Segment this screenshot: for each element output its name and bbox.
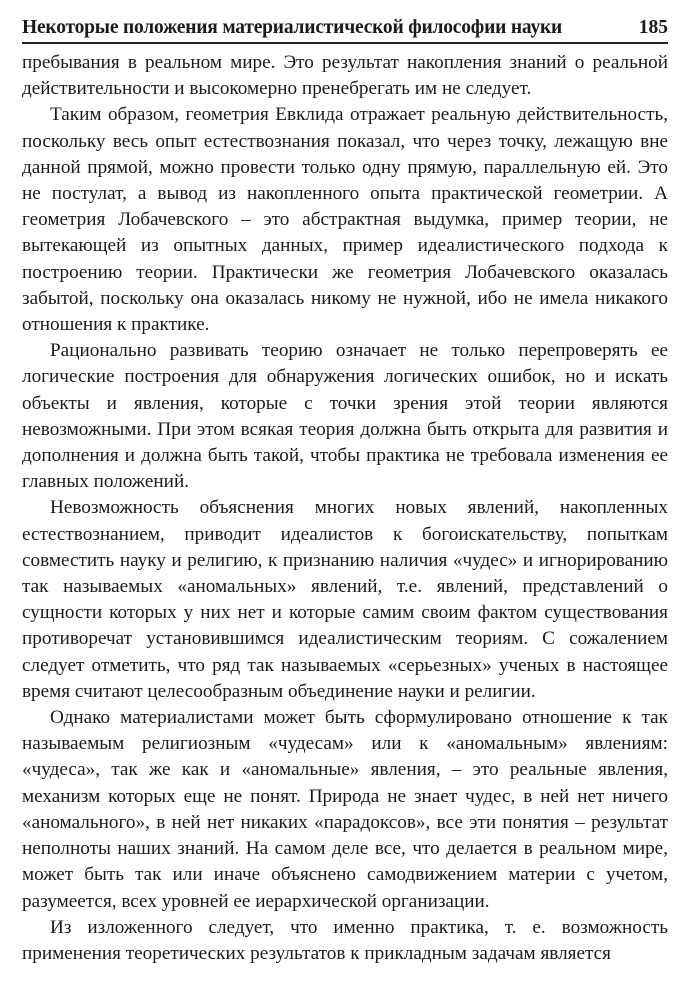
paragraph: Рационально развивать теорию означает не только перепроверять ее логические построения для обнаружения логических ошибок, но и искать объекты и явления, которые с точки зрения этой теории являются невозможными. При этом всякая теория должна быть открыта для развития и дополнения и должна быть такой, чтобы практика не требовала изменения ее главных положений. xyxy=(22,340,668,493)
header-title: Некоторые положения материалистической философии науки xyxy=(22,17,563,38)
body-text xyxy=(22,50,668,967)
paragraph: Однако материалистами может быть сформулировано отношение к так называемым религиозным «чудесам» или к «аномальным» явлениям: «чудеса», так же как и «аномальные» явления, – это реальные явления, механизм которых еще не понят. Природа не знает чудес, в ней нет ничего «аномального», в ней нет никаких «парадоксов», все эти понятия – результат неполноты наших знаний. На самом деле все, что делается в реальном мире, может быть так или иначе объяснено самодвижением материи с учетом, разумеется, всех уровней ее иерархической организации. xyxy=(22,707,668,912)
paragraph: Невозможность объяснения многих новых явлений, накопленных естествознанием, приводит идеалистов к богоискательству, попыткам совместить науку и религию, к признанию наличия «чудес» и игнорированию так называемых «аномальных» явлений, т.е. явлений, представлений о сущности которых у них нет и которые самим своим фактом существования противоречат установившимся идеалистическим теориям. С сожалением следует отметить, что ряд так называемых «серьезных» ученых в настоящее время считают целесообразным объединение науки и религии. xyxy=(22,497,668,702)
paragraph: Таким образом, геометрия Евклида отражает реальную действительность, поскольку весь опыт естествознания показал, что через точку, лежащую вне данной прямой, можно провести только одну прямую, параллельную ей. Это не постулат, а вывод из накопленного опыта практической геометрии. А геометрия Лобачевского – это абстрактная выдумка, пример теории, не вытекающей из опытных данных, пример идеалистического подхода к построению теории. Практически же геометрия Лобачевского оказалась забытой, поскольку она оказалась никому не нужной, ибо не имела никакого отношения к практике. xyxy=(22,104,668,336)
paragraph: Из изложенного следует, что именно практика, т. е. возможность применения теоретических результатов к прикладным задачам является xyxy=(22,916,668,964)
running-header xyxy=(22,6,668,40)
paragraph-continuation: пребывания в реальном мире. Это результат накопления знаний о реальной действительности и высокомерно пренебрегать им не следует. xyxy=(22,52,668,100)
header-rule xyxy=(22,42,668,44)
page-number: 185 xyxy=(638,17,668,38)
